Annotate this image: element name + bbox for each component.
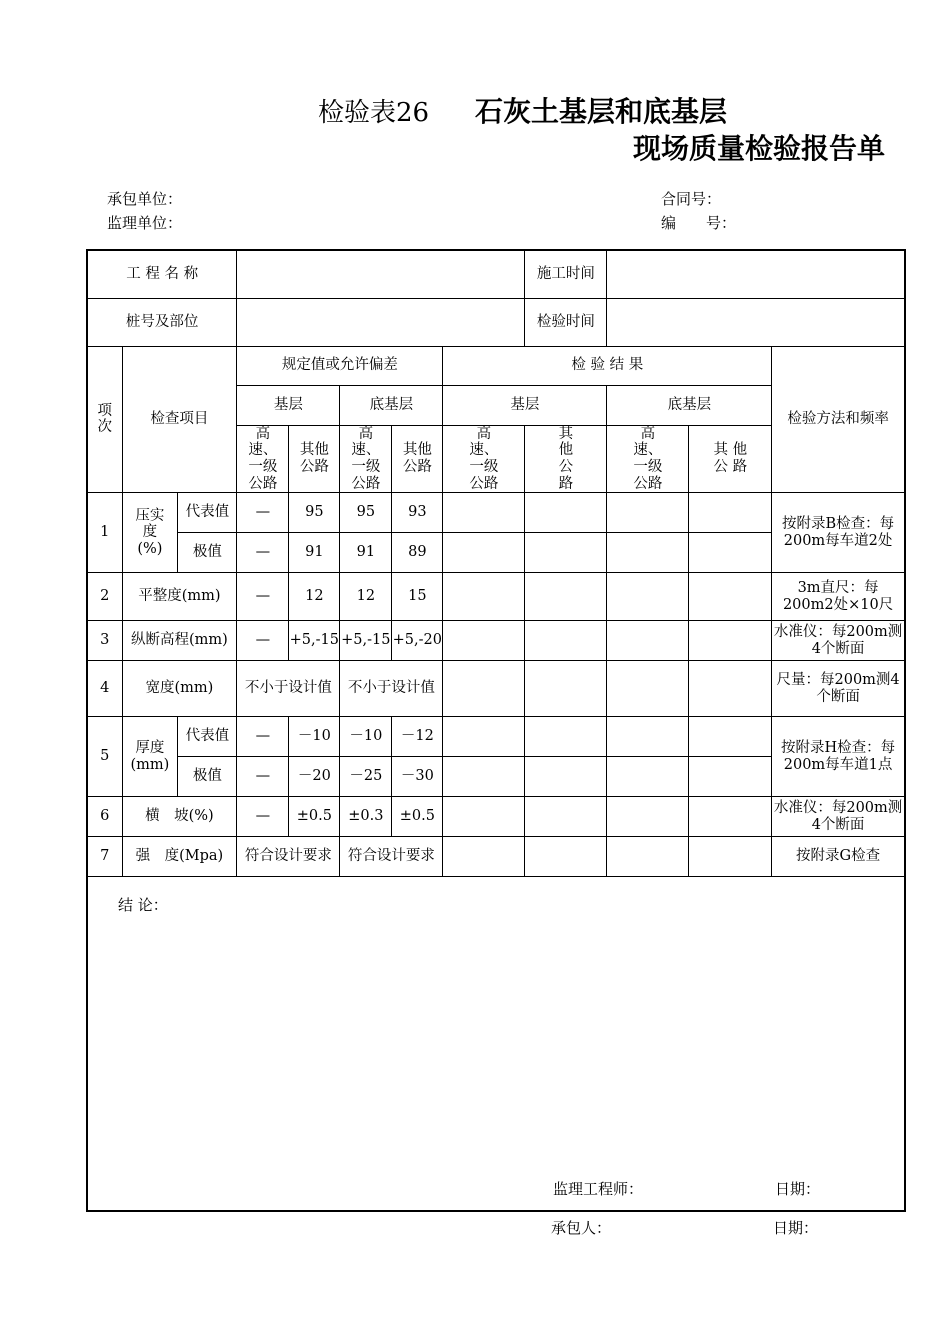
table-cell: ±0.3 [340, 797, 392, 837]
table-cell: 91 [289, 533, 340, 573]
result-cell[interactable] [689, 621, 772, 661]
table-cell: — [237, 757, 289, 797]
table-cell: －10 [289, 717, 340, 757]
result-cell[interactable] [607, 837, 689, 877]
result-cell[interactable] [443, 493, 525, 533]
contractor-label: 承包人： [551, 1219, 612, 1237]
row5-sub-rep: 代表值 [178, 717, 237, 757]
result-cell[interactable] [443, 661, 525, 717]
supervisor-label: 监理工程师： [553, 1180, 644, 1199]
result-cell[interactable] [689, 493, 772, 533]
spec-base-hw: 高速、一级公路 [237, 425, 289, 493]
result-cell[interactable] [525, 573, 607, 621]
result-cell[interactable] [689, 533, 772, 573]
table-cell: — [237, 621, 289, 661]
table-cell: 不小于设计值 [340, 661, 443, 717]
row7-item: 强 度(Mpa) [122, 837, 237, 877]
conclusion-label: 结 论： [118, 896, 168, 915]
result-cell[interactable] [525, 717, 607, 757]
spec-subbase-hw: 高速、一级公路 [340, 425, 392, 493]
result-cell[interactable] [525, 493, 607, 533]
table-cell: ±0.5 [289, 797, 340, 837]
table-cell: 89 [392, 533, 443, 573]
inspection-time-value[interactable] [607, 298, 905, 346]
row5-no: 5 [87, 717, 122, 797]
table-cell: －20 [289, 757, 340, 797]
row3-item: 纵断高程(mm) [122, 621, 237, 661]
col-check-item: 检查项目 [122, 346, 237, 493]
result-cell[interactable] [525, 837, 607, 877]
table-cell: 不小于设计值 [237, 661, 340, 717]
result-cell[interactable] [607, 797, 689, 837]
table-cell: 12 [289, 573, 340, 621]
result-cell[interactable] [525, 621, 607, 661]
table-cell: 95 [289, 493, 340, 533]
construction-time-label: 施工时间 [525, 250, 607, 298]
construction-time-value[interactable] [607, 250, 905, 298]
contract-no-label: 合同号： [661, 190, 722, 208]
row6-no: 6 [87, 797, 122, 837]
inspection-time-label: 检验时间 [525, 298, 607, 346]
table-cell: +5,-15 [340, 621, 392, 661]
project-name-value[interactable] [237, 250, 525, 298]
row3-method: 水准仪：每200m测4个断面 [772, 621, 905, 661]
form-number: 检验表26 [318, 98, 430, 128]
spec-base-other: 其他公路 [289, 425, 340, 493]
result-cell[interactable] [607, 621, 689, 661]
result-cell[interactable] [607, 757, 689, 797]
page-title-line2 [633, 127, 885, 167]
table-cell: －10 [340, 717, 392, 757]
result-cell[interactable] [689, 661, 772, 717]
result-cell[interactable] [525, 797, 607, 837]
result-cell[interactable] [607, 533, 689, 573]
row2-no: 2 [87, 573, 122, 621]
table-cell: — [237, 717, 289, 757]
project-name-label: 工 程 名 称 [87, 250, 237, 298]
result-cell[interactable] [525, 533, 607, 573]
row7-no: 7 [87, 837, 122, 877]
row2-item: 平整度(mm) [122, 573, 237, 621]
row1-sub-rep: 代表值 [178, 493, 237, 533]
result-cell[interactable] [689, 717, 772, 757]
table-cell: — [237, 493, 289, 533]
row1-method: 按附录B检查：每200m每车道2处 [772, 493, 905, 573]
table-cell: 93 [392, 493, 443, 533]
table-cell: ±0.5 [392, 797, 443, 837]
row4-no: 4 [87, 661, 122, 717]
col-result: 检 验 结 果 [443, 346, 772, 385]
station-part-value[interactable] [237, 298, 525, 346]
result-cell[interactable] [689, 837, 772, 877]
table-cell: — [237, 533, 289, 573]
row2-method: 3m直尺：每200m2处×10尺 [772, 573, 905, 621]
row5-item: 厚度(mm) [122, 717, 178, 797]
table-cell: +5,-15 [289, 621, 340, 661]
table-cell: — [237, 797, 289, 837]
result-cell[interactable] [443, 533, 525, 573]
row6-item: 横 坡(%) [122, 797, 237, 837]
table-cell: 91 [340, 533, 392, 573]
result-base: 基层 [443, 385, 607, 425]
row7-method: 按附录G检查 [772, 837, 905, 877]
supervisor-date-label: 日期： [775, 1180, 821, 1199]
result-cell[interactable] [525, 661, 607, 717]
result-cell[interactable] [607, 573, 689, 621]
table-cell: +5,-20 [392, 621, 443, 661]
supervision-unit-label: 监理单位： [107, 214, 183, 232]
row5-sub-ext: 极值 [178, 757, 237, 797]
table-cell: 95 [340, 493, 392, 533]
col-item-no: 项次 [87, 346, 122, 493]
spec-subbase-other: 其他公路 [392, 425, 443, 493]
station-part-label: 桩号及部位 [87, 298, 237, 346]
result-cell[interactable] [607, 717, 689, 757]
contractor-unit-label: 承包单位： [107, 190, 183, 208]
result-cell[interactable] [689, 757, 772, 797]
result-cell[interactable] [443, 573, 525, 621]
conclusion-box[interactable] [87, 877, 905, 1211]
serial-no-label: 编 号： [661, 214, 737, 232]
table-cell: 15 [392, 573, 443, 621]
table-cell: 12 [340, 573, 392, 621]
row4-method: 尺量：每200m测4个断面 [772, 661, 905, 717]
page-title-line2-text: 现场质量检验报告单 [633, 132, 885, 165]
contractor-date-label: 日期： [773, 1219, 819, 1237]
result-cell[interactable] [607, 493, 689, 533]
result-cell[interactable] [443, 757, 525, 797]
result-cell[interactable] [443, 797, 525, 837]
result-base-hw: 高速、一级公路 [443, 425, 525, 493]
col-spec: 规定值或允许偏差 [237, 346, 443, 385]
page-title-line1: 石灰土基层和底基层 [475, 95, 728, 128]
result-subbase-hw: 高速、一级公路 [607, 425, 689, 493]
result-base-other: 其 他 公 路 [525, 425, 607, 493]
row1-sub-ext: 极值 [178, 533, 237, 573]
result-cell[interactable] [607, 661, 689, 717]
result-subbase-other: 其 他 公 路 [689, 425, 772, 493]
result-cell[interactable] [443, 837, 525, 877]
table-cell: －12 [392, 717, 443, 757]
table-cell: 符合设计要求 [340, 837, 443, 877]
result-cell[interactable] [689, 797, 772, 837]
row1-item: 压实度(%) [122, 493, 178, 573]
row6-method: 水准仪：每200m测4个断面 [772, 797, 905, 837]
table-cell: — [237, 573, 289, 621]
table-cell: 符合设计要求 [237, 837, 340, 877]
spec-subbase: 底基层 [340, 385, 443, 425]
table-cell: －25 [340, 757, 392, 797]
result-cell[interactable] [443, 621, 525, 661]
result-cell[interactable] [525, 757, 607, 797]
spec-base: 基层 [237, 385, 340, 425]
result-subbase: 底基层 [607, 385, 772, 425]
result-cell[interactable] [689, 573, 772, 621]
table-cell: －30 [392, 757, 443, 797]
row1-no: 1 [87, 493, 122, 573]
col-method: 检验方法和频率 [772, 346, 905, 493]
row4-item: 宽度(mm) [122, 661, 237, 717]
inspection-table [86, 249, 906, 1212]
row3-no: 3 [87, 621, 122, 661]
result-cell[interactable] [443, 717, 525, 757]
row5-method: 按附录H检查：每200m每车道1点 [772, 717, 905, 797]
